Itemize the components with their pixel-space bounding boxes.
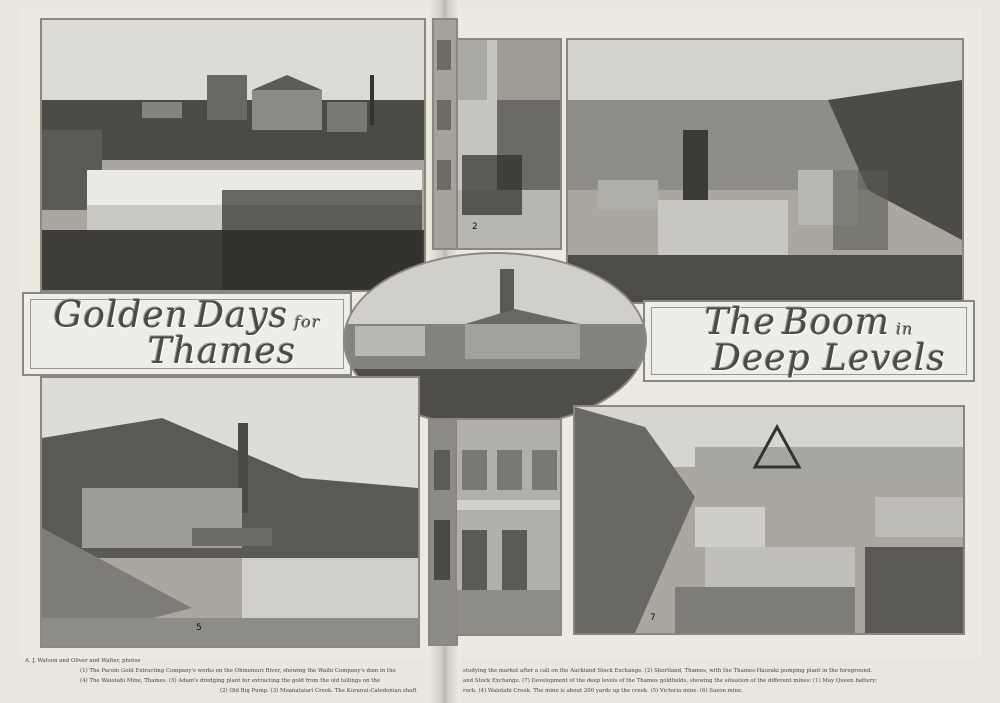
caption-right-line-2: and Stock Exchange. (7) Development of the deep levels of the Thames goldfields, showing the situation of the different mines: (1) May Queen battery; (463, 678, 877, 684)
title-word-in: in (896, 319, 914, 339)
caption-left (25, 656, 455, 696)
title-word-thames: Thames (147, 331, 297, 372)
deep-levels-illustration (575, 407, 963, 633)
photo-strip-bottom (428, 418, 458, 646)
photo-town-panorama (566, 38, 964, 304)
title-words-deep-levels: Deep Levels (712, 338, 946, 379)
photo-building-strip (432, 18, 458, 250)
photo-number-7: 7 (650, 613, 656, 623)
caption-right-line-3: rock. (4) Waiotahi Creek. The mine is about 200 yards up the creek. (5) Victoria mine. (6) Saxon mine. (463, 688, 743, 694)
caption-left-line-2: (4) The Waiotahi Mine, Thames. (5) Adam's dredging plant for extracting the gold from the old tailings on the (80, 678, 381, 684)
title-word-boom: Boom (782, 302, 891, 343)
caption-block (25, 656, 985, 696)
title-word-for: for (294, 312, 321, 332)
photo-stock-exchange (455, 418, 562, 636)
caption-right-line-1: studying the market after a call on the Auckland Stock Exchange. (2) Shortland, Thames, with the Thames-Hauraki pumping plant in the foreground. (463, 668, 873, 674)
photo-waterfall-dam (40, 18, 426, 292)
left-banner-title (53, 295, 321, 372)
photo-number-5: 5 (196, 623, 202, 633)
photo-number-2: 2 (472, 222, 478, 232)
caption-right (455, 656, 983, 696)
photo-street-arcade (455, 38, 562, 250)
strip-bottom-illustration (430, 420, 456, 644)
title-word-the: The (704, 302, 776, 343)
right-banner-title (672, 302, 946, 379)
building-strip-illustration (434, 20, 456, 248)
waterfall-illustration (42, 20, 424, 290)
street-illustration (457, 40, 560, 248)
title-word-golden: Golden (53, 295, 189, 336)
photo-deep-levels (573, 405, 965, 635)
right-title-banner (643, 300, 975, 382)
dredge-illustration (42, 378, 418, 646)
photo-credit: A. J. Watson and Oliver and Walter, photos (25, 658, 141, 664)
title-word-days: Days (195, 295, 289, 336)
caption-left-line-1: (1) The Pacem Gold Extracting Company's works on the Ohinemuri River, showing the Waihi Company's dam in the (80, 668, 396, 674)
exchange-illustration (457, 420, 560, 634)
photo-dredging-plant (40, 376, 420, 648)
caption-left-line-3: (2) Old Big Pump. (3) Moanataiari Creek. The Kuranui-Caledonian shaft (220, 688, 417, 694)
left-title-banner (22, 292, 352, 376)
town-illustration (568, 40, 962, 302)
